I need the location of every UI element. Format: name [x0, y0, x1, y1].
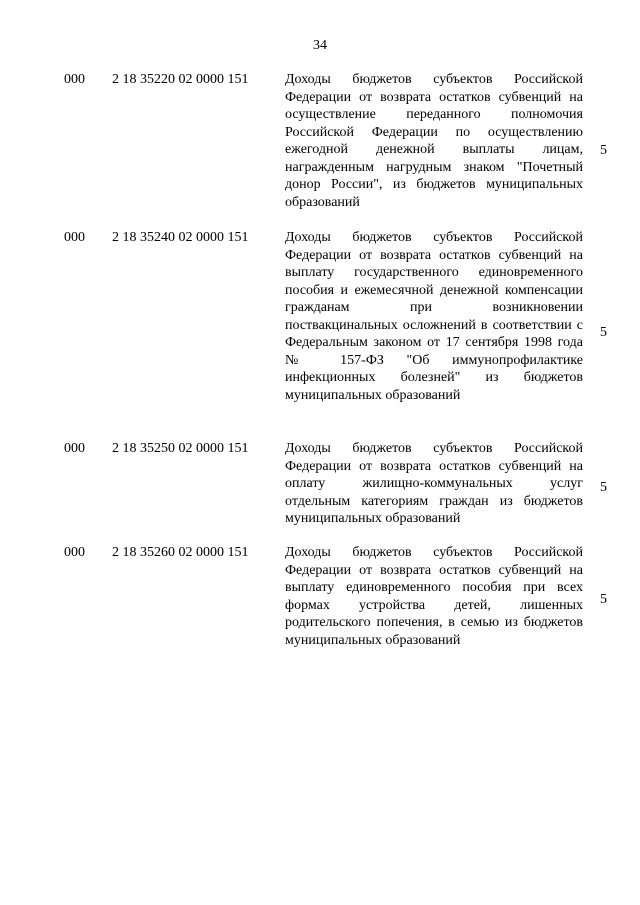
- row-value: 5: [600, 143, 607, 158]
- revenue-description: Доходы бюджетов субъектов Российской Федерации от возврата остатков субвенций на выплату единовременного пособия при всех формах устройства детей, лишенных родительского попечения, в семью из бюджетов муниципальных образований: [285, 545, 583, 648]
- revenue-description: Доходы бюджетов субъектов Российской Федерации от возврата остатков субвенций на оплату жилищно-коммунальных услуг отдельным категориям граждан из бюджетов муниципальных образований: [285, 441, 583, 526]
- row-value: 5: [600, 325, 607, 340]
- row-value: 5: [600, 592, 607, 607]
- admin-code: 000: [64, 230, 85, 245]
- revenue-description: Доходы бюджетов субъектов Российской Федерации от возврата остатков субвенций на выплату государственного единовременного пособия и ежемесячной денежной компенсации гражданам при возникновении поствакцинальных осложнений в соответствии с Федеральным законом от 17 сентября 1998 года № 157-ФЗ "Об иммунопрофилактике инфекционных болезней" из бюджетов муниципальных образований: [285, 230, 583, 403]
- budget-classification-code: 2 18 35250 02 0000 151: [112, 441, 249, 456]
- admin-code: 000: [64, 545, 85, 560]
- budget-classification-code: 2 18 35240 02 0000 151: [112, 230, 249, 245]
- revenue-description: Доходы бюджетов субъектов Российской Федерации от возврата остатков субвенций на осуществление переданного полномочия Российской Федерации по осуществлению ежегодной денежной выплаты лицам, награжденным нагрудным знаком "Почетный донор России", из бюджетов муниципальных образований: [285, 72, 583, 210]
- budget-classification-code: 2 18 35220 02 0000 151: [112, 72, 249, 87]
- budget-classification-code: 2 18 35260 02 0000 151: [112, 545, 249, 560]
- admin-code: 000: [64, 72, 85, 87]
- row-value: 5: [600, 480, 607, 495]
- page-number: 34: [313, 38, 327, 53]
- admin-code: 000: [64, 441, 85, 456]
